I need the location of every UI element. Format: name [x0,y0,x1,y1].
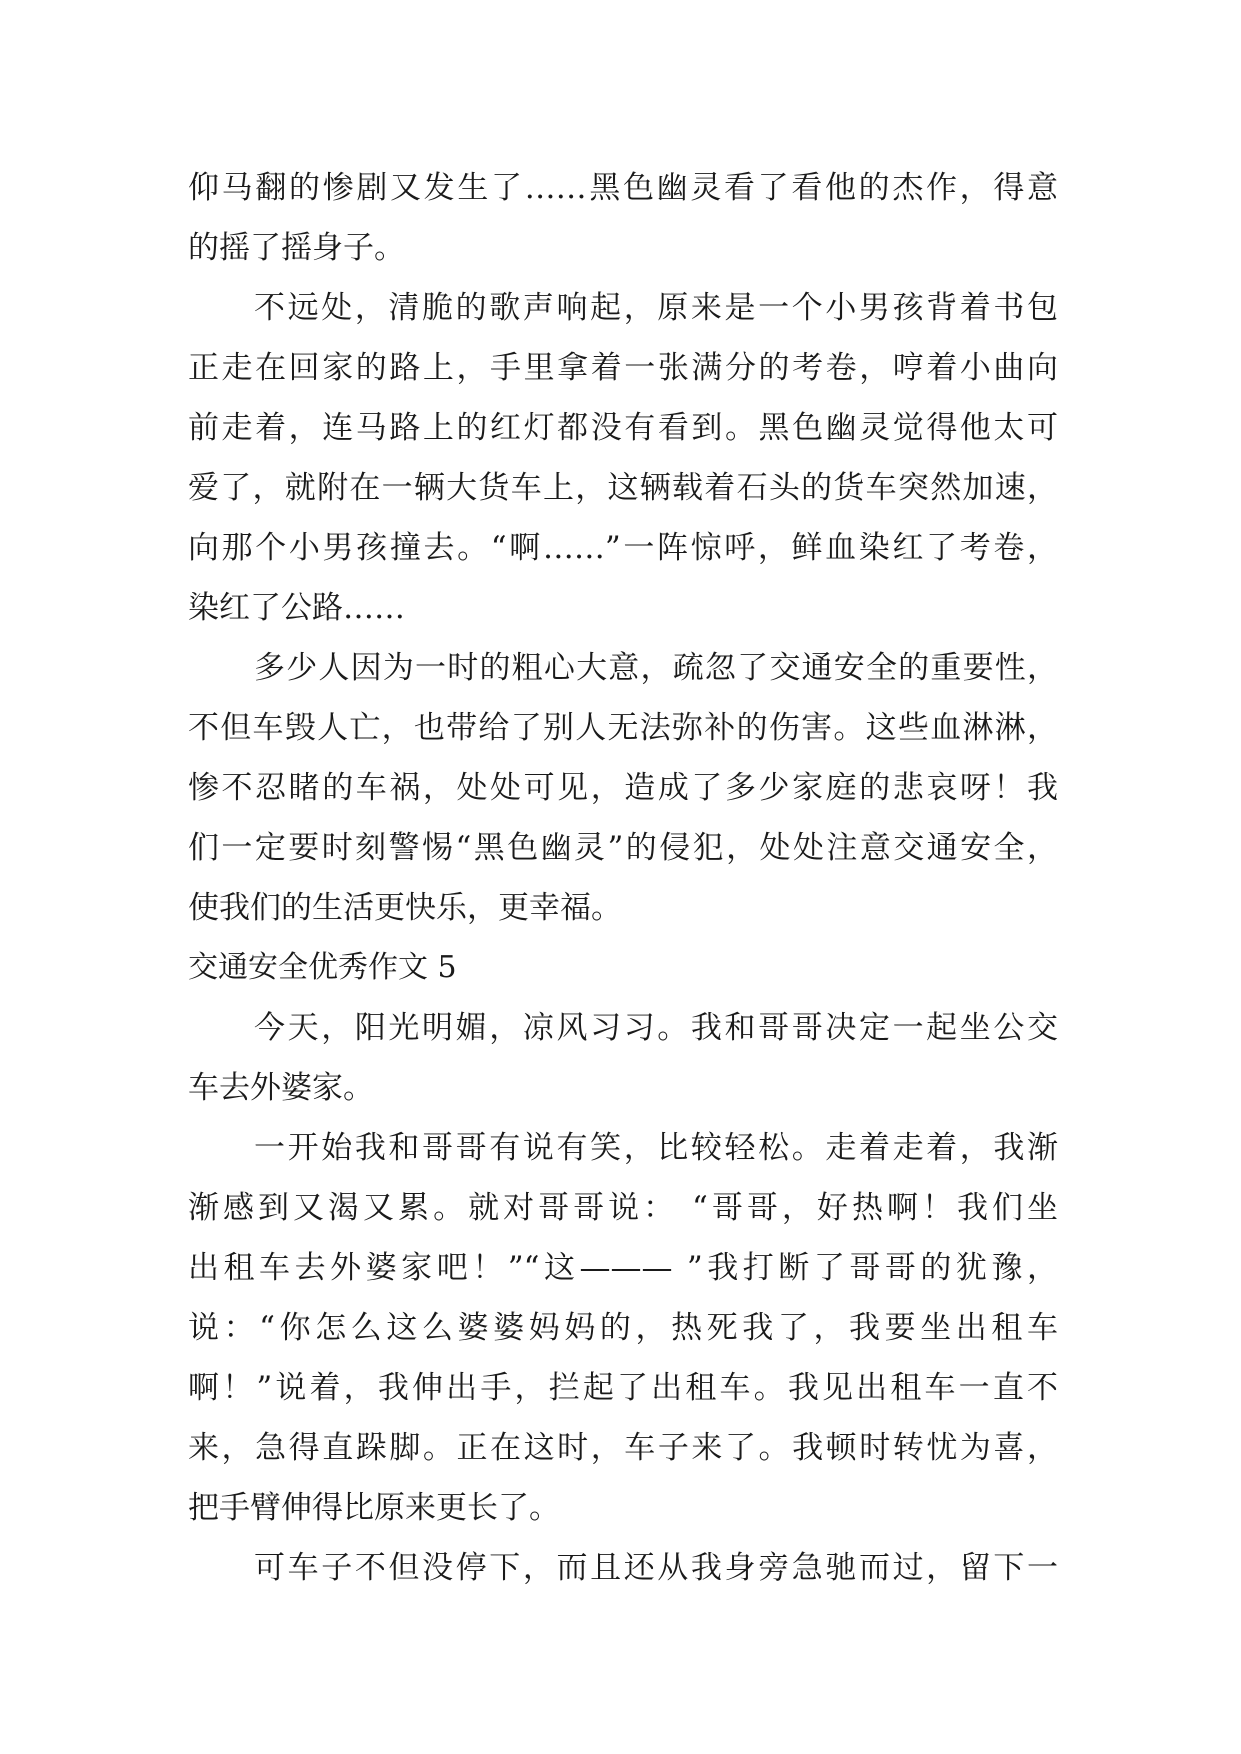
paragraph-first-line: 多少人因为一时的粗心大意，疏忽了交通安全的重要性， [254,650,1058,686]
text-line: 仰马翻的惨剧又发生了……黑色幽灵看了看他的杰作，得意 [188,170,1058,206]
text-line: 啊！”说着，我伸出手，拦起了出租车。我见出租车一直不 [188,1370,1058,1406]
paragraph-first-line: 今天，阳光明媚，凉风习习。我和哥哥决定一起坐公交 [254,1010,1058,1046]
text-line: 前走着，连马路上的红灯都没有看到。黑色幽灵觉得他太可 [188,410,1058,446]
text-line: 来，急得直跺脚。正在这时，车子来了。我顿时转忧为喜， [188,1430,1058,1466]
text-line: 把手臂伸得比原来更长了。 [188,1490,560,1526]
text-line: 向那个小男孩撞去。“啊……”一阵惊呼，鲜血染红了考卷， [188,530,1058,566]
text-line: 不但车毁人亡，也带给了别人无法弥补的伤害。这些血淋淋， [188,710,1058,746]
text-line: 车去外婆家。 [188,1070,374,1106]
text-line: 们一定要时刻警惕“黑色幽灵”的侵犯，处处注意交通安全， [188,830,1058,866]
text-line: 使我们的生活更快乐，更幸福。 [188,890,622,926]
text-line: 渐感到又渴又累。就对哥哥说： “哥哥，好热啊！我们坐 [188,1190,1058,1226]
text-line: 的摇了摇身子。 [188,230,405,266]
text-line: 说：“你怎么这么婆婆妈妈的，热死我了，我要坐出租车 [188,1310,1058,1346]
text-line: 出租车去外婆家吧！”“这——— ”我打断了哥哥的犹豫， [188,1250,1058,1286]
text-line: 爱了，就附在一辆大货车上，这辆载着石头的货车突然加速， [188,470,1058,506]
text-line: 正走在回家的路上，手里拿着一张满分的考卷，哼着小曲向 [188,350,1058,386]
paragraph-first-line: 不远处，清脆的歌声响起，原来是一个小男孩背着书包 [254,290,1058,326]
paragraph-first-line: 可车子不但没停下，而且还从我身旁急驰而过，留下一 [254,1550,1058,1586]
text-line: 惨不忍睹的车祸，处处可见，造成了多少家庭的悲哀呀！我 [188,770,1058,806]
section-heading: 交通安全优秀作文 5 [188,950,457,985]
essay-body [188,158,1058,1598]
paragraph-first-line: 一开始我和哥哥有说有笑，比较轻松。走着走着，我渐 [254,1130,1058,1166]
text-line: 染红了公路…… [188,590,405,626]
